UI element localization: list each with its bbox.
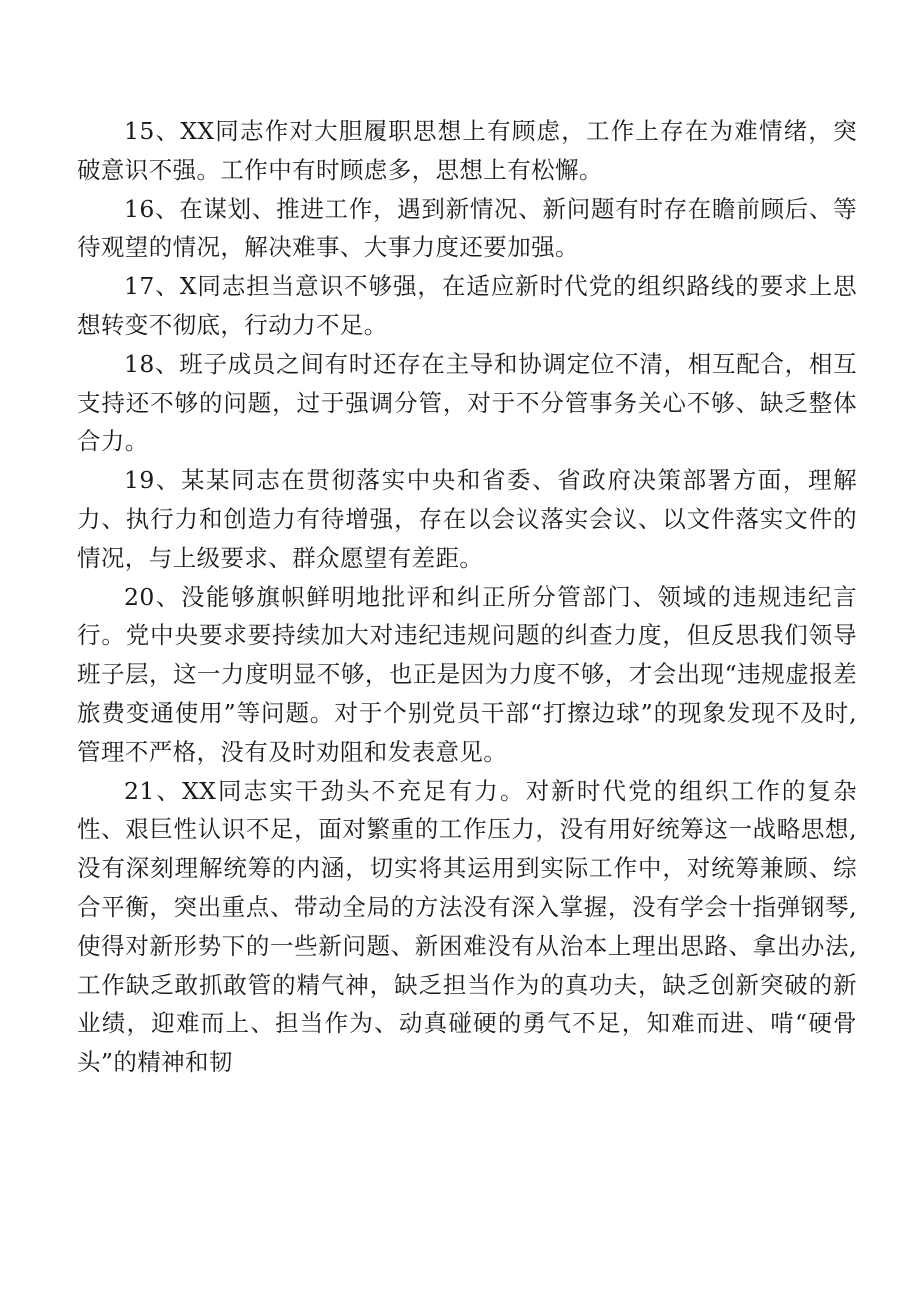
paragraph-17: 17、X同志担当意识不够强，在适应新时代党的组织路线的要求上思想转变不彻底，行动力不足。 bbox=[77, 272, 857, 339]
document-body bbox=[77, 112, 857, 1082]
paragraph-21: 21、XX同志实干劲头不充足有力。对新时代党的组织工作的复杂性、艰巨性认识不足，面对繁重的工作压力，没有用好统筹这一战略思想,没有深刻理解统筹的内涵，切实将其运用到实际工作中，对统筹兼顾、综合平衡，突出重点、带动全局的方法没有深入掌握，没有学会十指弹钢琴,使得对新形势下的一些新问题、新困难没有从治本上理出思路、拿出办法,工作缺乏敢抓敢管的精气神，缺乏担当作为的真功夫，缺乏创新突破的新业绩，迎难而上、担当作为、动真碰硬的勇气不足，知难而进、啃“硬骨头”的精神和韧 bbox=[77, 776, 857, 1077]
paragraph-19: 19、某某同志在贯彻落实中央和省委、省政府决策部署方面，理解力、执行力和创造力有待增强，存在以会议落实会议、以文件落实文件的情况，与上级要求、群众愿望有差距。 bbox=[77, 466, 857, 572]
paragraph-18: 18、班子成员之间有时还存在主导和协调定位不清，相互配合，相互支持还不够的问题，过于强调分管，对于不分管事务关心不够、缺乏整体合力。 bbox=[77, 349, 857, 456]
paragraph-15: 15、XX同志作对大胆履职思想上有顾虑，工作上存在为难情绪，突破意识不强。工作中有时顾虑多，思想上有松懈。 bbox=[77, 117, 857, 184]
paragraph-20: 20、没能够旗帜鲜明地批评和纠正所分管部门、领域的违规违纪言行。党中央要求要持续加大对违纪违规问题的纠查力度，但反思我们领导班子层，这一力度明显不够，也正是因为力度不够，才会出现“违规虚报差旅费变通使用”等问题。对于个别党员干部“打擦边球”的现象发现不及时,管理不严格，没有及时劝阻和发表意见。 bbox=[77, 582, 857, 766]
paragraph-16: 16、在谋划、推进工作，遇到新情况、新问题有时存在瞻前顾后、等待观望的情况，解决难事、大事力度还要加强。 bbox=[77, 194, 857, 262]
